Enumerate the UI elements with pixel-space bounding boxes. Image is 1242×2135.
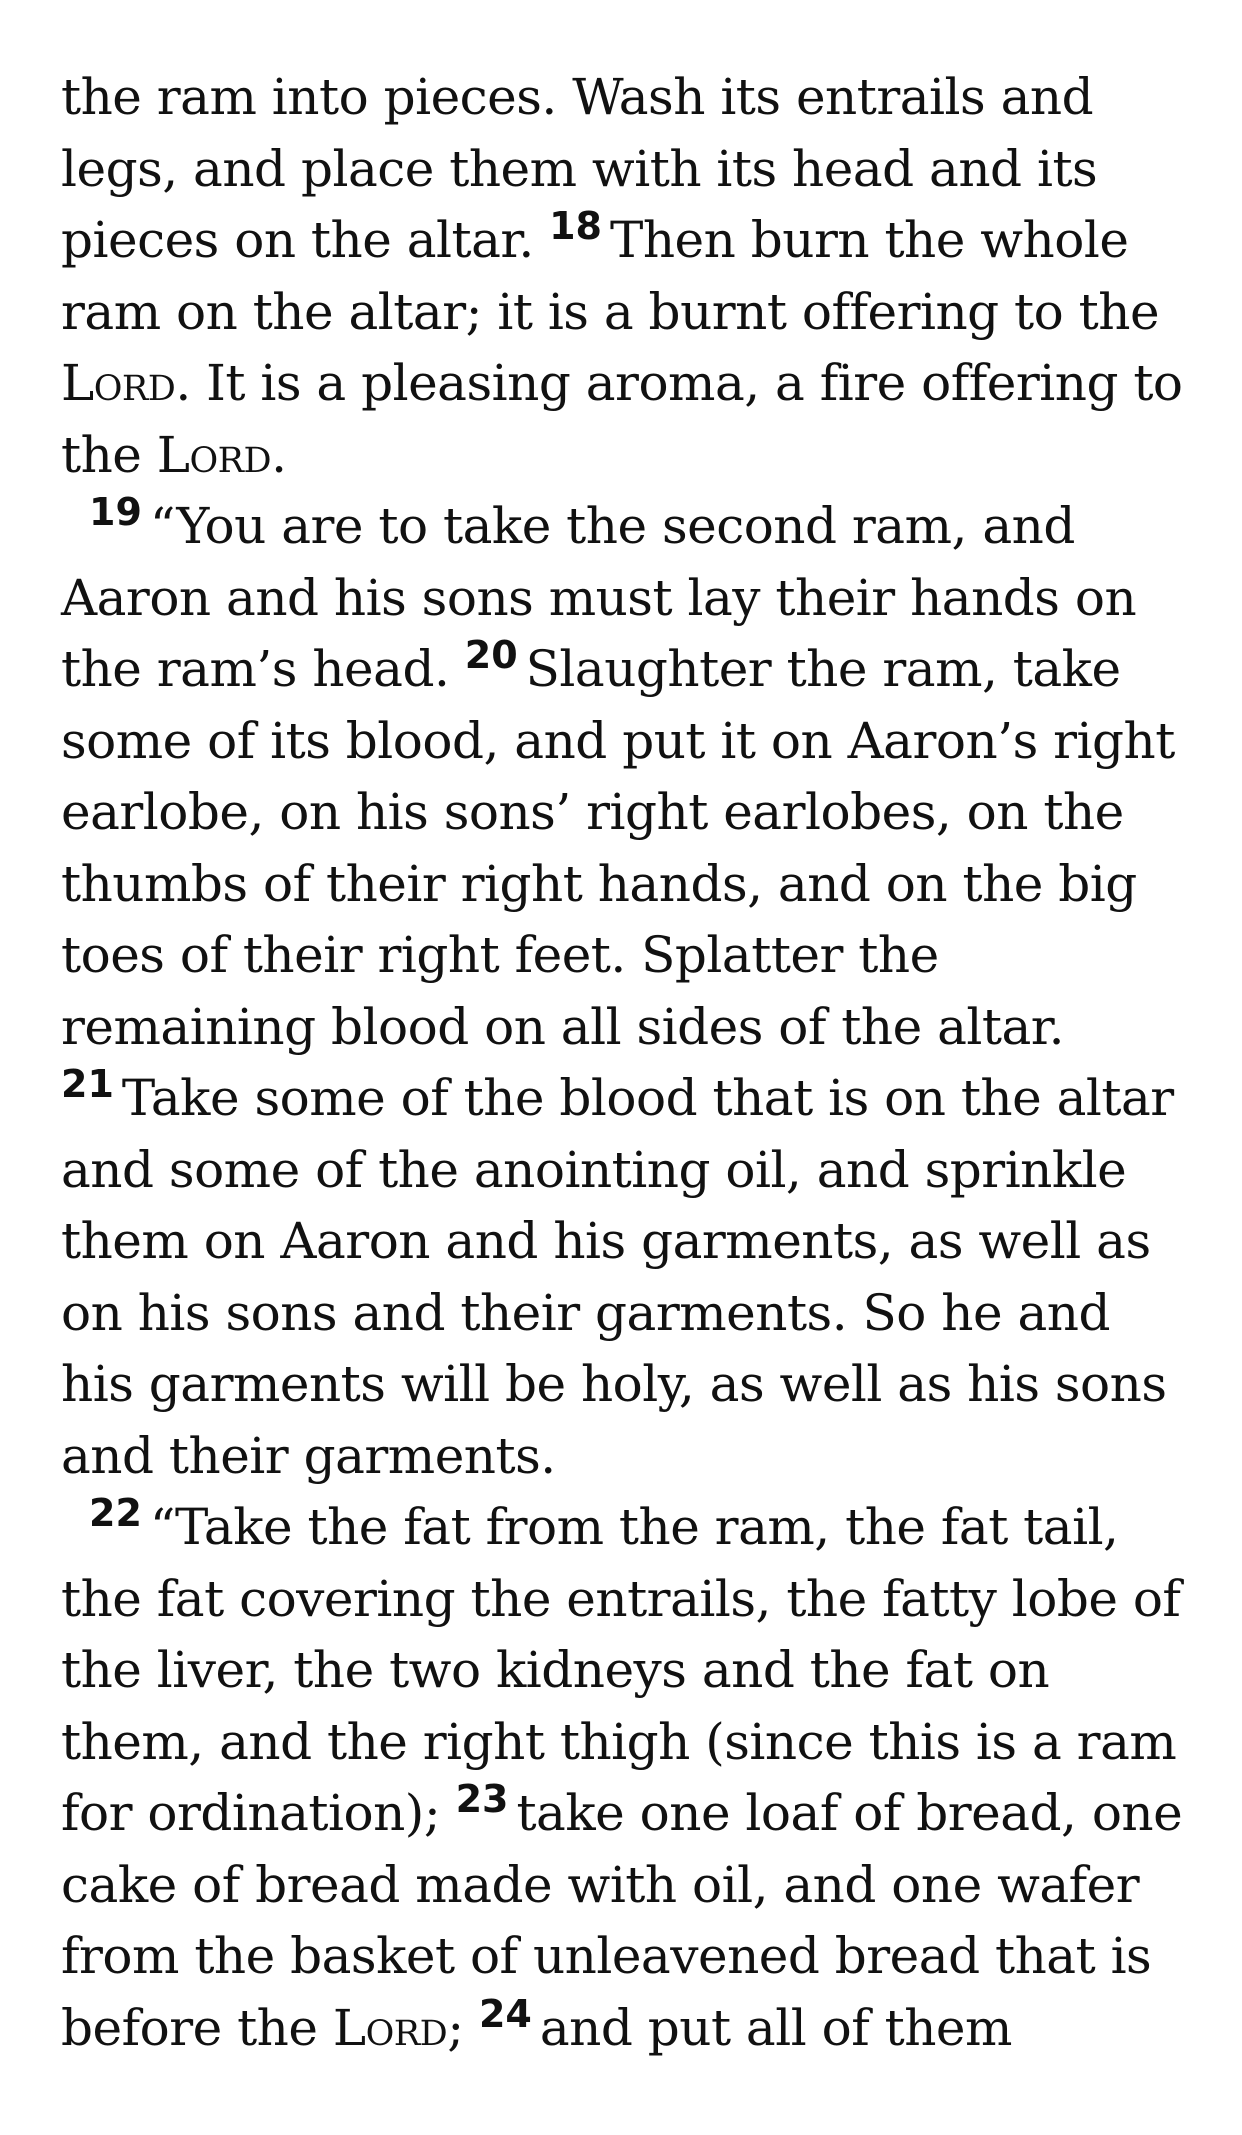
verse-text: Take some of the blood that is on the altar and some of the anointing oil, and sprinkle them on Aaron and his garments, as well as on his sons and their garments. So he and his garments will be holy, as well as his sons and their garments. <box>61 1069 1174 1485</box>
verse-text: and put all of them <box>539 1998 1012 2057</box>
verse-text: . <box>271 425 287 484</box>
verse-text: the ram into pieces. Wash its entrails and legs, and place them with its head and its pieces on the altar. <box>61 68 1098 269</box>
verse-number-18: 18 <box>549 204 602 248</box>
verse-number-20: 20 <box>464 633 518 677</box>
verse-text: take one loaf of bread, one cake of bread made with oil, and one wafer from the basket of unleavened bread that is before the <box>61 1784 1183 2057</box>
verse-text: . It is a pleasing aroma, a fire offering to the <box>61 354 1183 484</box>
verse-text: ; <box>447 1998 479 2057</box>
verse-text: “You are to take the second ram, and Aaron and his sons must lay their hands on the ram’s head. <box>61 497 1137 698</box>
verse-text: Then burn the whole ram on the altar; it is a burnt offering to the <box>61 211 1160 341</box>
verse-number-23: 23 <box>455 1777 509 1821</box>
verse-text: “Take the fat from the ram, the fat tail, the fat covering the entrails, the fatty lobe of the liver, the two kidneys and the fat on them, and the right thigh (since this is a ram for ordination); <box>61 1498 1181 1842</box>
paragraph-2 <box>61 491 1190 1492</box>
divine-name: Lord <box>61 354 176 412</box>
verse-number-21: 21 <box>61 1062 114 1106</box>
verse-number-19: 19 <box>89 490 142 534</box>
paragraph-3 <box>61 1492 1190 2064</box>
verse-number-22: 22 <box>89 1491 142 1535</box>
paragraph-1 <box>61 62 1190 491</box>
divine-name: Lord <box>332 1998 448 2057</box>
divine-name: Lord <box>156 425 272 484</box>
verse-text: Slaughter the ram, take some of its blood, and put it on Aaron’s right earlobe, on his sons’ right earlobes, on the thumbs of their right hands, and on the big toes of their right feet. Splatter the remaining blood on all sides of the altar. <box>61 640 1175 1056</box>
verse-number-24: 24 <box>478 1991 532 2036</box>
